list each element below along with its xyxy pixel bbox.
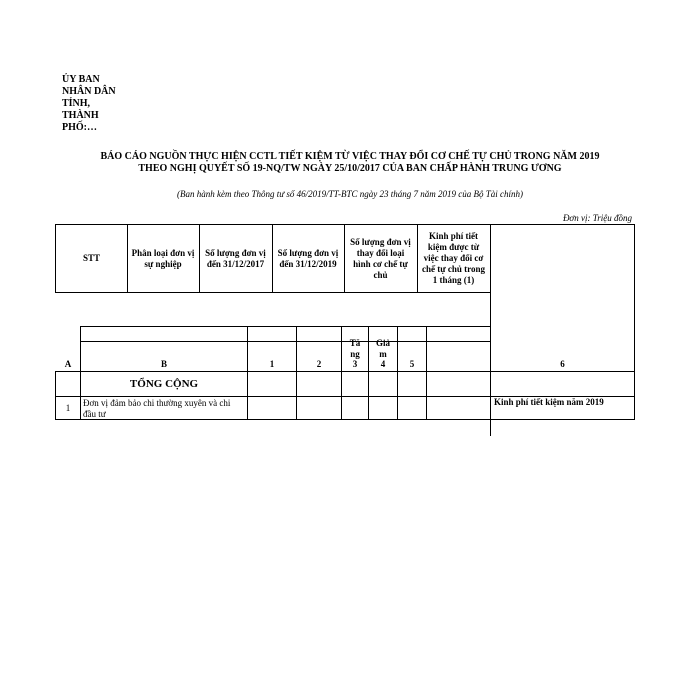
header-count-2019: Số lượng đơn vị đến 31/12/2019	[277, 247, 339, 269]
index-1: 1	[269, 358, 275, 369]
header-increase: Tăng	[349, 338, 361, 359]
index-2: 2	[316, 358, 322, 369]
table-rule	[397, 326, 398, 419]
issuer-line: THÀNH	[62, 110, 99, 121]
index-6: 6	[560, 358, 565, 369]
index-5: 5	[409, 358, 415, 369]
unit-label: Đơn vị: Triệu đồng	[562, 213, 632, 223]
header-stt: STT	[82, 253, 100, 263]
title-line-2: THEO NGHỊ QUYẾT SỐ 19-NQ/TW NGÀY 25/10/2017 CỦA BAN CHẤP HÀNH TRUNG ƯƠNG	[138, 163, 562, 174]
header-decrease: Giảm	[375, 338, 390, 359]
issuer-block	[62, 74, 142, 134]
row-label: Đơn vị đảm bảo chi thường xuyên và chi đầu tư	[83, 398, 231, 419]
table-rule	[426, 326, 427, 419]
table-rule	[417, 224, 418, 292]
title-line-1: BÁO CÁO NGUỒN THỰC HIỆN CCTL TIẾT KIỆM TỪ VIỆC THAY ĐỔI CƠ CHẾ TỰ CHỦ TRONG NĂM 2019	[100, 151, 600, 162]
row-stt: 1	[65, 402, 71, 413]
index-4: 4	[380, 358, 386, 369]
table-rule	[296, 326, 297, 419]
index-3: 3	[352, 358, 358, 369]
table-rule	[247, 326, 248, 419]
row-savings-year-label: Kinh phí tiết kiệm năm 2019	[494, 397, 604, 407]
table-rule	[80, 341, 490, 342]
header-classification: Phân loại đơn vị sự nghiệp	[131, 247, 195, 269]
issuer-line: PHỐ:…	[62, 122, 97, 133]
table-rule	[80, 326, 490, 327]
index-b: B	[160, 358, 167, 369]
table-rule	[272, 224, 273, 292]
table-rule	[199, 224, 200, 292]
header-changed-units: Số lượng đơn vị thay đổi loại hình cơ chế tự chủ	[350, 236, 411, 280]
report-subtitle: (Ban hành kèm theo Thông tư số 46/2019/TT-BTC ngày 23 tháng 7 năm 2019 của Bộ Tài chính)	[177, 189, 523, 199]
table-rule	[344, 224, 345, 292]
table-rule	[127, 224, 128, 292]
issuer-line: ỦY BAN	[62, 74, 100, 85]
header-count-2017: Số lượng đơn vị đến 31/12/2017	[205, 247, 266, 269]
issuer-line: NHÂN DÂN	[62, 86, 116, 97]
table-rule	[55, 292, 490, 293]
total-label: TỔNG CỘNG	[129, 377, 199, 390]
index-a: A	[64, 358, 72, 369]
table-rule	[490, 224, 491, 436]
issuer-line: TỈNH,	[62, 98, 91, 109]
table-rule	[634, 224, 635, 419]
report-title	[40, 151, 660, 175]
header-savings-month: Kinh phí tiết kiệm được từ việc thay đổi cơ chế tự chủ trong 1 tháng (1)	[422, 231, 485, 285]
